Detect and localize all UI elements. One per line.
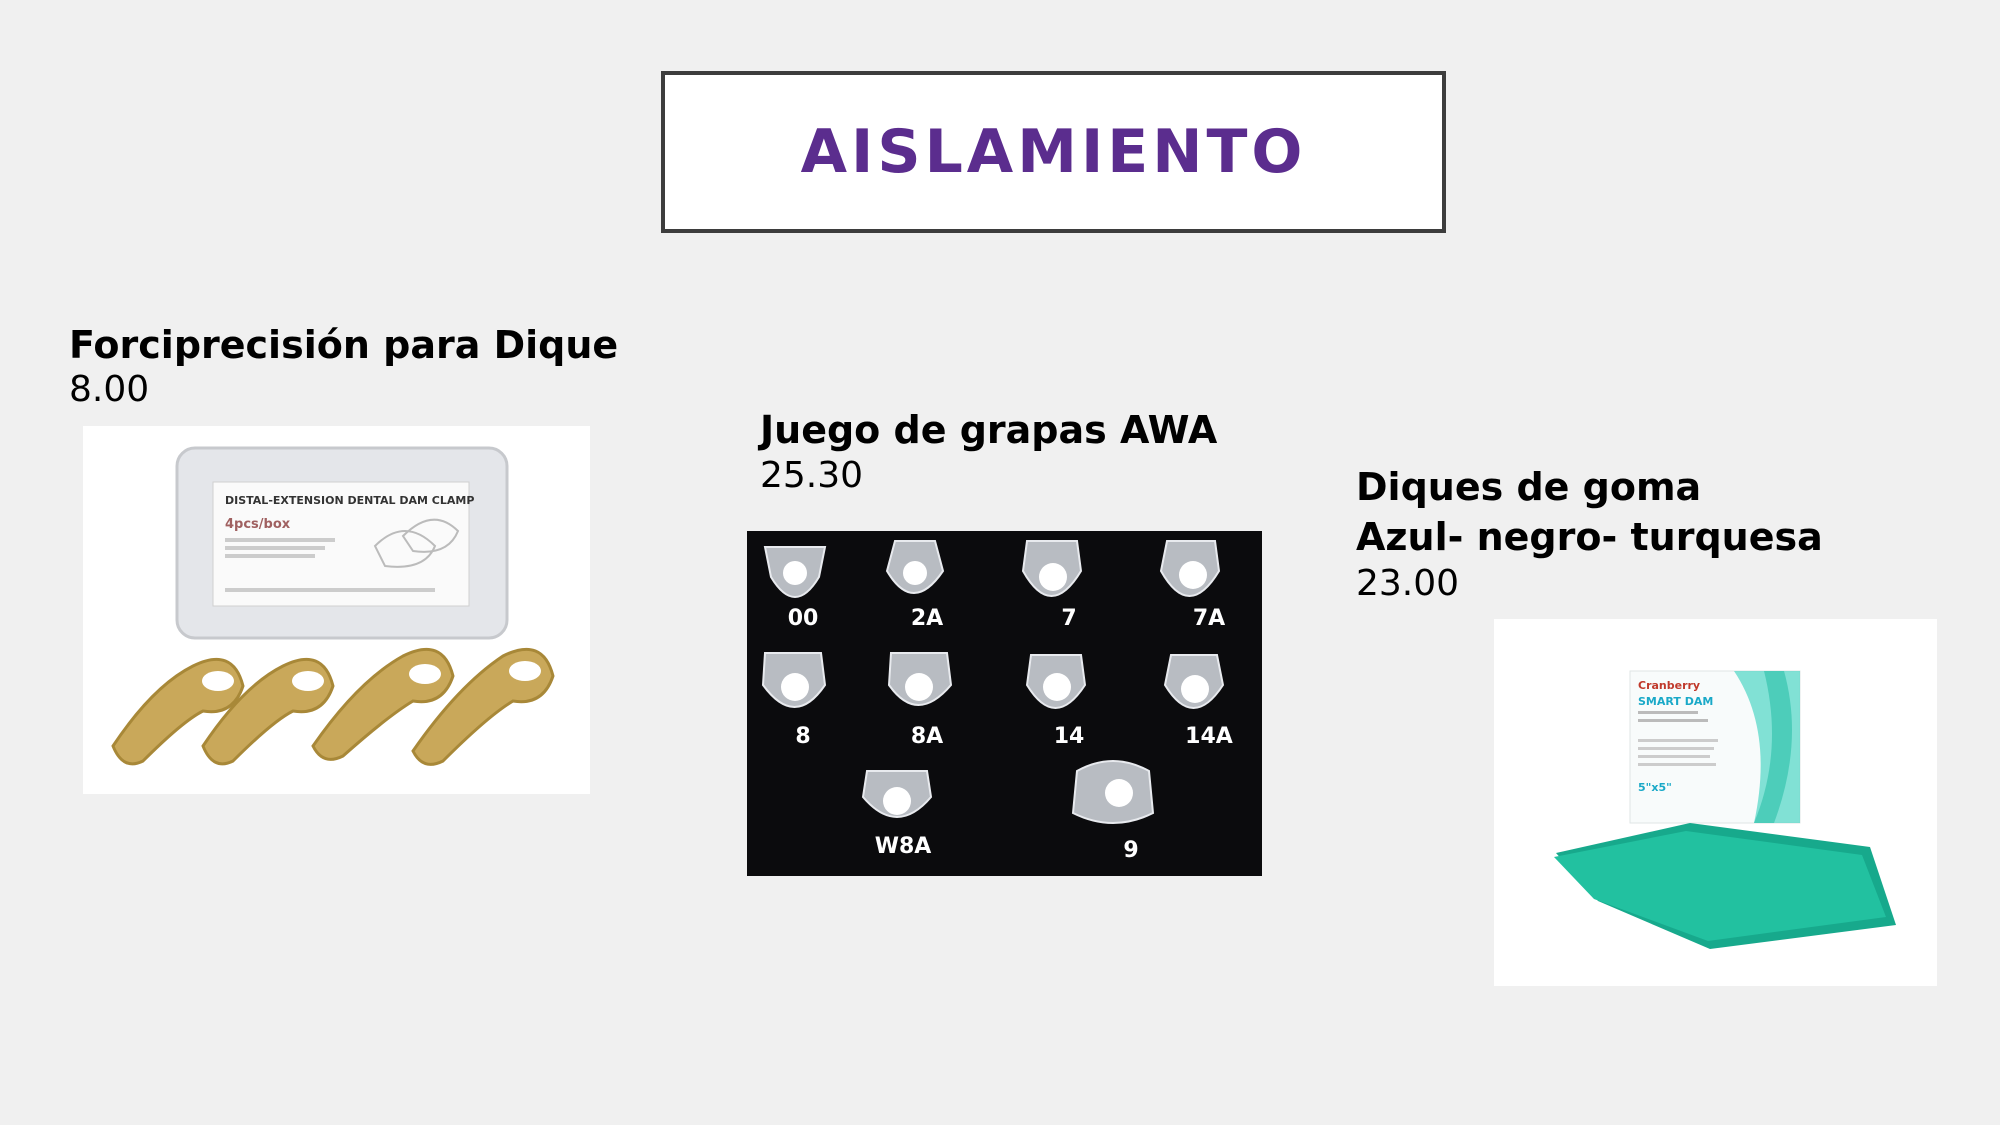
box-label: DISTAL-EXTENSION DENTAL DAM CLAMP xyxy=(225,494,475,507)
product-image-dam xyxy=(1494,619,1937,986)
clamp-label-14a: 14A xyxy=(1185,724,1233,749)
box-qty: 4pcs/box xyxy=(225,517,291,532)
product-image-clamp-set xyxy=(747,531,1262,876)
product-name-clamp-set: Juego de grapas AWA xyxy=(760,408,1218,452)
clamp-label-00: 00 xyxy=(787,606,819,631)
clamp-set-illustration xyxy=(747,531,1262,876)
clamp-label-14: 14 xyxy=(1053,724,1085,749)
dam-product: SMART DAM xyxy=(1638,695,1714,708)
product-price-dam: 23.00 xyxy=(1356,563,1460,604)
dam-size: 5"x5" xyxy=(1638,781,1672,794)
dam-illustration xyxy=(1494,619,1937,986)
product-price-forceps: 8.00 xyxy=(69,369,150,410)
title-box xyxy=(661,71,1446,233)
clamp-label-9: 9 xyxy=(1123,838,1139,863)
clamp-label-2a: 2A xyxy=(910,606,944,631)
forceps-illustration xyxy=(83,426,590,794)
clamp-label-7: 7 xyxy=(1061,606,1077,631)
product-name-dam-line2: Azul- negro- turquesa xyxy=(1356,515,1823,559)
clamp-label-8: 8 xyxy=(795,724,811,749)
clamp-label-8a: 8A xyxy=(910,724,944,749)
clamp-label-w8a: W8A xyxy=(874,834,932,859)
page-title: AISLAMIENTO xyxy=(800,117,1307,187)
product-image-forceps xyxy=(83,426,590,794)
product-name-dam-line1: Diques de goma xyxy=(1356,465,1702,509)
product-price-clamp-set: 25.30 xyxy=(760,455,864,496)
product-name-forceps: Forciprecisión para Dique xyxy=(69,323,619,367)
dam-brand: Cranberry xyxy=(1638,679,1701,692)
clamp-label-7a: 7A xyxy=(1192,606,1226,631)
